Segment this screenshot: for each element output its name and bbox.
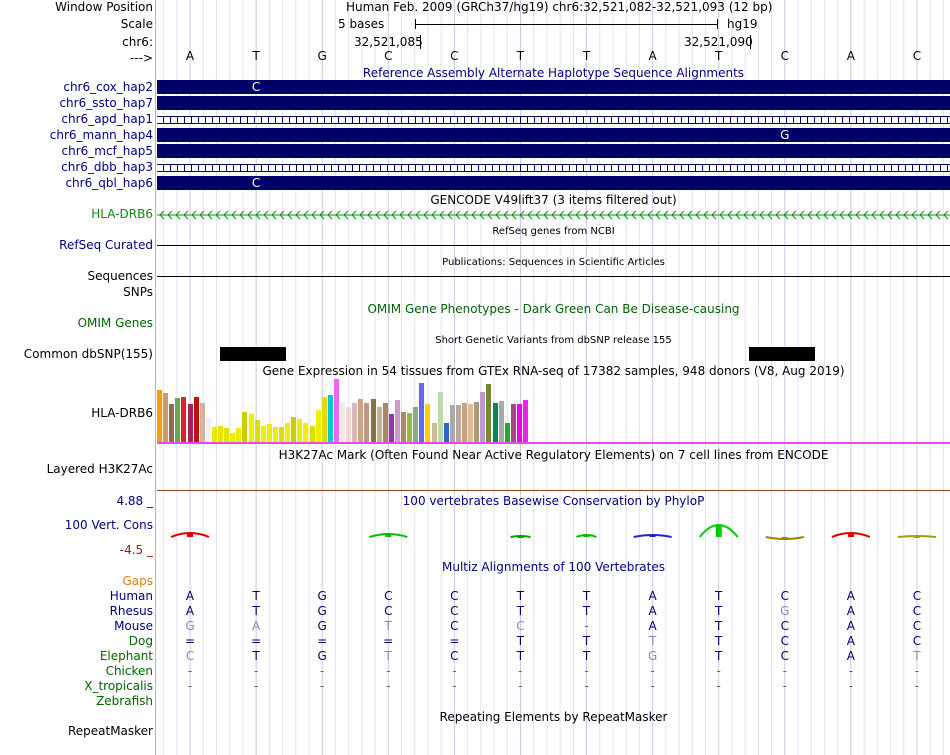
aligned-base: - — [386, 679, 391, 693]
gtex-tissue-bar[interactable] — [468, 404, 473, 442]
dbsnp-variant[interactable] — [749, 347, 815, 361]
aligned-base: - — [848, 679, 854, 693]
gtex-tissue-bar[interactable] — [230, 433, 235, 442]
alt-haplotype-label[interactable]: chr6_ssto_hap7 — [59, 96, 153, 110]
scale-assembly: hg19 — [727, 17, 758, 31]
gtex-tissue-bar[interactable] — [444, 423, 449, 442]
alt-haplotype-alignment[interactable] — [157, 116, 950, 124]
gtex-tissue-bar[interactable] — [297, 419, 302, 442]
aligned-base: - — [187, 664, 193, 678]
gtex-tissue-bar[interactable] — [371, 399, 376, 442]
gtex-tissue-bar[interactable] — [200, 403, 205, 442]
aligned-base: A — [185, 589, 195, 603]
aligned-base: - — [452, 679, 457, 693]
aligned-base: T — [582, 604, 591, 618]
aligned-base: A — [648, 604, 657, 618]
haplotype-mismatch-base: C — [251, 80, 261, 94]
gtex-tissue-bar[interactable] — [224, 428, 229, 442]
aligned-base: A — [846, 649, 855, 663]
aligned-base: T — [582, 649, 591, 663]
gtex-tissue-bar[interactable] — [486, 384, 491, 442]
reference-base: A — [185, 49, 195, 63]
species-label[interactable]: Chicken — [105, 664, 153, 678]
aligned-base: - — [584, 619, 589, 633]
aligned-base: - — [253, 679, 259, 693]
h3k27ac-track-label[interactable]: Layered H3K27Ac — [46, 462, 153, 476]
gtex-tissue-bar[interactable] — [358, 399, 363, 442]
aligned-base: - — [716, 664, 721, 678]
aligned-base: C — [912, 634, 922, 648]
gtex-tissue-bar[interactable] — [505, 423, 510, 442]
gtex-tissue-bar[interactable] — [517, 404, 522, 442]
alt-haplotype-label[interactable]: chr6_mann_hap4 — [49, 128, 153, 142]
aligned-base: - — [584, 679, 589, 693]
alt-haplotype-alignment[interactable] — [157, 128, 950, 142]
aligned-base: C — [912, 589, 922, 603]
aligned-base: T — [384, 619, 392, 633]
aligned-base: G — [647, 649, 658, 663]
aligned-base: = — [383, 634, 394, 648]
aligned-base: C — [912, 604, 922, 618]
omim-track-title[interactable]: OMIM Gene Phenotypes - Dark Green Can Be Disease-causing — [367, 302, 740, 316]
aligned-base: - — [782, 679, 787, 693]
gtex-tissue-bar[interactable] — [322, 397, 327, 442]
gtex-tissue-bar[interactable] — [493, 403, 498, 442]
gtex-tissue-bar[interactable] — [175, 398, 180, 442]
aligned-base: C — [185, 649, 195, 663]
alt-haplotype-label[interactable]: chr6_dbb_hap3 — [61, 160, 153, 174]
aligned-base: - — [320, 664, 325, 678]
aligned-base: T — [516, 589, 525, 603]
gtex-tissue-bar[interactable] — [279, 427, 284, 442]
species-label[interactable]: Elephant — [99, 649, 153, 663]
reference-base: G — [317, 49, 327, 63]
species-label[interactable]: Dog — [128, 634, 153, 648]
publications-track-title[interactable]: Publications: Sequences in Scientific Articles — [442, 257, 665, 268]
multiz-track-title[interactable]: Multiz Alignments of 100 Vertebrates — [441, 560, 666, 574]
aligned-base: G — [317, 619, 327, 633]
aligned-base: - — [452, 664, 457, 678]
reference-base: A — [648, 49, 657, 63]
conservation-track-label[interactable]: 100 Vert. Cons — [64, 518, 153, 532]
gtex-tissue-bar[interactable] — [212, 427, 217, 442]
aligned-base: A — [846, 604, 855, 618]
gtex-tissue-bar[interactable] — [450, 405, 455, 442]
alt-haplotype-alignment[interactable] — [157, 164, 950, 172]
gtex-tissue-bar[interactable] — [291, 417, 296, 442]
aligned-base: T — [715, 634, 723, 648]
aligned-base: T — [252, 589, 260, 603]
coordinate-label: 32,521,090 — [684, 35, 753, 49]
gtex-tissue-bar[interactable] — [236, 428, 241, 442]
gtex-tissue-bar[interactable] — [511, 404, 516, 442]
aligned-base: = — [449, 634, 460, 648]
aligned-base: - — [187, 679, 193, 693]
aligned-base: A — [846, 634, 855, 648]
gtex-tissue-bar[interactable] — [310, 426, 315, 442]
gtex-tissue-bar[interactable] — [328, 395, 333, 442]
gtex-tissue-bar[interactable] — [303, 423, 308, 442]
gtex-tissue-bar[interactable] — [389, 414, 394, 442]
gtex-baseline — [157, 442, 950, 444]
aligned-base: G — [780, 604, 790, 618]
repeatmasker-track-label[interactable]: RepeatMasker — [67, 724, 153, 738]
gtex-tissue-bar[interactable] — [157, 390, 162, 442]
chrom-label: chr6: — [122, 35, 153, 49]
aligned-base: C — [780, 619, 789, 633]
gtex-tissue-bar[interactable] — [273, 427, 278, 442]
gtex-tissue-bar[interactable] — [334, 379, 339, 442]
refseq-track-title[interactable]: RefSeq genes from NCBI — [492, 226, 615, 237]
aligned-base: - — [518, 679, 523, 693]
aligned-base: C — [450, 589, 459, 603]
aligned-base: A — [846, 589, 855, 603]
alt-haplotype-label[interactable]: chr6_mcf_hap5 — [61, 144, 153, 158]
coordinate-label: 32,521,085 — [354, 35, 423, 49]
aligned-base: G — [317, 589, 327, 603]
aligned-base: C — [516, 619, 525, 633]
species-label[interactable]: Mouse — [114, 619, 153, 633]
gtex-tissue-bar[interactable] — [438, 392, 443, 442]
alt-haplotype-label[interactable]: chr6_apd_hap1 — [61, 112, 153, 126]
aligned-base: - — [782, 664, 787, 678]
gtex-tissue-bar[interactable] — [462, 403, 467, 442]
gtex-tissue-bar[interactable] — [352, 403, 357, 442]
gtex-tissue-bar[interactable] — [249, 414, 254, 442]
dbsnp-variant[interactable] — [220, 347, 286, 361]
scale-value: 5 bases — [338, 17, 385, 31]
aligned-base: - — [914, 664, 920, 678]
scale-bar-tick-left — [415, 19, 416, 29]
gtex-tissue-bar[interactable] — [383, 403, 388, 442]
gtex-tissue-bar[interactable] — [194, 397, 199, 442]
scale-label: Scale — [120, 17, 153, 31]
gtex-tissue-bar[interactable] — [181, 397, 186, 442]
conservation-track-title[interactable]: 100 vertebrates Basewise Conservation by PhyloP — [402, 494, 705, 508]
alt-haplotype-track-title[interactable]: Reference Assembly Alternate Haplotype Sequence Alignments — [362, 66, 745, 80]
alt-haplotype-alignment[interactable] — [157, 144, 950, 158]
gtex-tissue-bar[interactable] — [377, 407, 382, 442]
aligned-base: - — [914, 679, 920, 693]
reference-base: A — [846, 49, 855, 63]
snps-group-label[interactable]: SNPs — [123, 285, 153, 299]
gtex-tissue-bar[interactable] — [255, 420, 260, 442]
reference-base: T — [582, 49, 591, 63]
gtex-tissue-bar[interactable] — [432, 423, 437, 442]
gtex-tissue-bar[interactable] — [169, 404, 174, 442]
gtex-tissue-bar[interactable] — [261, 426, 266, 442]
alt-haplotype-label[interactable]: chr6_qbl_hap6 — [65, 176, 153, 190]
gtex-tissue-bar[interactable] — [188, 404, 193, 442]
gtex-tissue-bar[interactable] — [499, 401, 504, 442]
aligned-base: C — [780, 634, 789, 648]
gtex-barchart[interactable] — [157, 379, 950, 442]
h3k27ac-track-title[interactable]: H3K27Ac Mark (Often Found Near Active Regulatory Elements) on 7 cell lines from ENCODE — [278, 448, 829, 462]
strand-arrow: ---> — [129, 51, 153, 65]
aligned-base: T — [715, 649, 723, 663]
gtex-tissue-bar[interactable] — [523, 400, 528, 442]
repeatmasker-track-title[interactable]: Repeating Elements by RepeatMasker — [439, 710, 668, 724]
gtex-tissue-bar[interactable] — [401, 412, 406, 442]
aligned-base: C — [450, 649, 459, 663]
gtex-tissue-bar[interactable] — [474, 402, 479, 442]
aligned-base: T — [715, 604, 723, 618]
aligned-base: T — [648, 634, 657, 648]
aligned-base: A — [252, 619, 261, 633]
aligned-base: C — [912, 619, 922, 633]
aligned-base: G — [317, 649, 327, 663]
dbsnp-track-title[interactable]: Short Genetic Variants from dbSNP release 155 — [435, 335, 672, 346]
gtex-tissue-bar[interactable] — [480, 392, 485, 442]
gencode-gene-label[interactable]: HLA-DRB6 — [91, 207, 153, 221]
gtex-tissue-bar[interactable] — [425, 404, 430, 442]
aligned-base: G — [317, 604, 327, 618]
aligned-base: T — [715, 619, 723, 633]
publications-track-label[interactable]: Sequences — [87, 269, 153, 283]
dbsnp-track-label[interactable]: Common dbSNP(155) — [23, 347, 153, 361]
gtex-tissue-bar[interactable] — [407, 413, 412, 442]
aligned-base: T — [913, 649, 921, 663]
aligned-base: - — [650, 664, 655, 678]
aligned-base: T — [582, 589, 591, 603]
species-label[interactable]: Human — [109, 589, 153, 603]
omim-track-label[interactable]: OMIM Genes — [77, 316, 153, 330]
publications-track-baseline — [157, 276, 950, 277]
aligned-base: T — [582, 634, 591, 648]
alt-haplotype-alignment[interactable] — [157, 96, 950, 110]
conservation-max-value: 4.88 _ — [116, 494, 153, 508]
reference-base: T — [516, 49, 525, 63]
gtex-tissue-bar[interactable] — [413, 407, 418, 442]
haplotype-mismatch-base: G — [780, 128, 790, 142]
coordinate-tick — [750, 35, 751, 49]
gtex-tissue-bar[interactable] — [163, 393, 168, 442]
alt-haplotype-label[interactable]: chr6_cox_hap2 — [63, 80, 153, 94]
alt-haplotype-alignment[interactable] — [157, 176, 950, 190]
window-position-label: Window Position — [55, 0, 153, 14]
reference-base: C — [450, 49, 459, 63]
gtex-tissue-bar[interactable] — [218, 426, 223, 442]
h3k27ac-baseline — [157, 490, 950, 491]
scale-bar-tick-right — [717, 19, 718, 29]
reference-base: T — [715, 49, 723, 63]
gtex-tissue-bar[interactable] — [456, 405, 461, 442]
aligned-base: T — [516, 604, 525, 618]
aligned-base: - — [386, 664, 391, 678]
aligned-base: - — [848, 664, 854, 678]
aligned-base: = — [317, 634, 328, 648]
gtex-track-title[interactable]: Gene Expression in 54 tissues from GTEx RNA-seq of 17382 samples, 948 donors (V8, Aug 2019) — [262, 364, 845, 378]
aligned-base: C — [780, 589, 789, 603]
coordinate-tick — [420, 35, 421, 49]
aligned-base: C — [384, 604, 393, 618]
conservation-min-value: -4.5 _ — [119, 543, 153, 557]
window-position-value: Human Feb. 2009 (GRCh37/hg19) chr6:32,521,082-32,521,093 (12 bp) — [346, 0, 773, 14]
reference-base: C — [384, 49, 393, 63]
aligned-base: G — [185, 619, 195, 633]
aligned-base: = — [251, 634, 262, 648]
species-label[interactable]: X_tropicalis — [84, 679, 153, 693]
aligned-base: - — [518, 664, 523, 678]
gtex-tissue-bar[interactable] — [340, 403, 345, 442]
aligned-base: A — [846, 619, 855, 633]
aligned-base: T — [252, 604, 260, 618]
alt-haplotype-alignment[interactable] — [157, 80, 950, 94]
gtex-track-label[interactable]: HLA-DRB6 — [91, 406, 153, 420]
gaps-label[interactable]: Gaps — [122, 574, 153, 588]
aligned-base: A — [648, 589, 657, 603]
refseq-track-label[interactable]: RefSeq Curated — [59, 238, 153, 252]
aligned-base: C — [780, 649, 789, 663]
species-label[interactable]: Zebrafish — [96, 694, 153, 708]
aligned-base: T — [715, 589, 723, 603]
gtex-tissue-bar[interactable] — [285, 423, 290, 442]
gtex-tissue-bar[interactable] — [419, 383, 424, 442]
gtex-tissue-bar[interactable] — [346, 407, 351, 442]
aligned-base: - — [584, 664, 589, 678]
gtex-tissue-bar[interactable] — [242, 412, 247, 442]
haplotype-mismatch-base: C — [251, 176, 261, 190]
reference-base: C — [780, 49, 789, 63]
aligned-base: = — [185, 634, 196, 648]
gencode-track-title[interactable]: GENCODE V49lift37 (3 items filtered out) — [430, 193, 677, 207]
gencode-gene-model[interactable] — [157, 208, 950, 222]
gtex-tissue-bar[interactable] — [267, 424, 272, 442]
aligned-base: A — [185, 604, 195, 618]
aligned-base: - — [253, 664, 259, 678]
reference-base: T — [252, 49, 260, 63]
aligned-base: - — [650, 679, 655, 693]
aligned-base: T — [252, 649, 260, 663]
aligned-base: C — [450, 604, 459, 618]
aligned-base: A — [648, 619, 657, 633]
reference-base: C — [912, 49, 922, 63]
aligned-base: T — [384, 649, 392, 663]
gtex-tissue-bar[interactable] — [364, 403, 369, 442]
aligned-base: T — [516, 649, 525, 663]
refseq-track-baseline — [157, 245, 950, 246]
aligned-base: - — [716, 679, 721, 693]
aligned-base: C — [384, 589, 393, 603]
aligned-base: C — [450, 619, 459, 633]
aligned-base: T — [516, 634, 525, 648]
gtex-tissue-bar[interactable] — [206, 417, 211, 442]
aligned-base: - — [320, 679, 325, 693]
gtex-tissue-bar[interactable] — [395, 400, 400, 442]
scale-bar — [415, 24, 717, 25]
gtex-tissue-bar[interactable] — [316, 410, 321, 442]
species-label[interactable]: Rhesus — [109, 604, 153, 618]
